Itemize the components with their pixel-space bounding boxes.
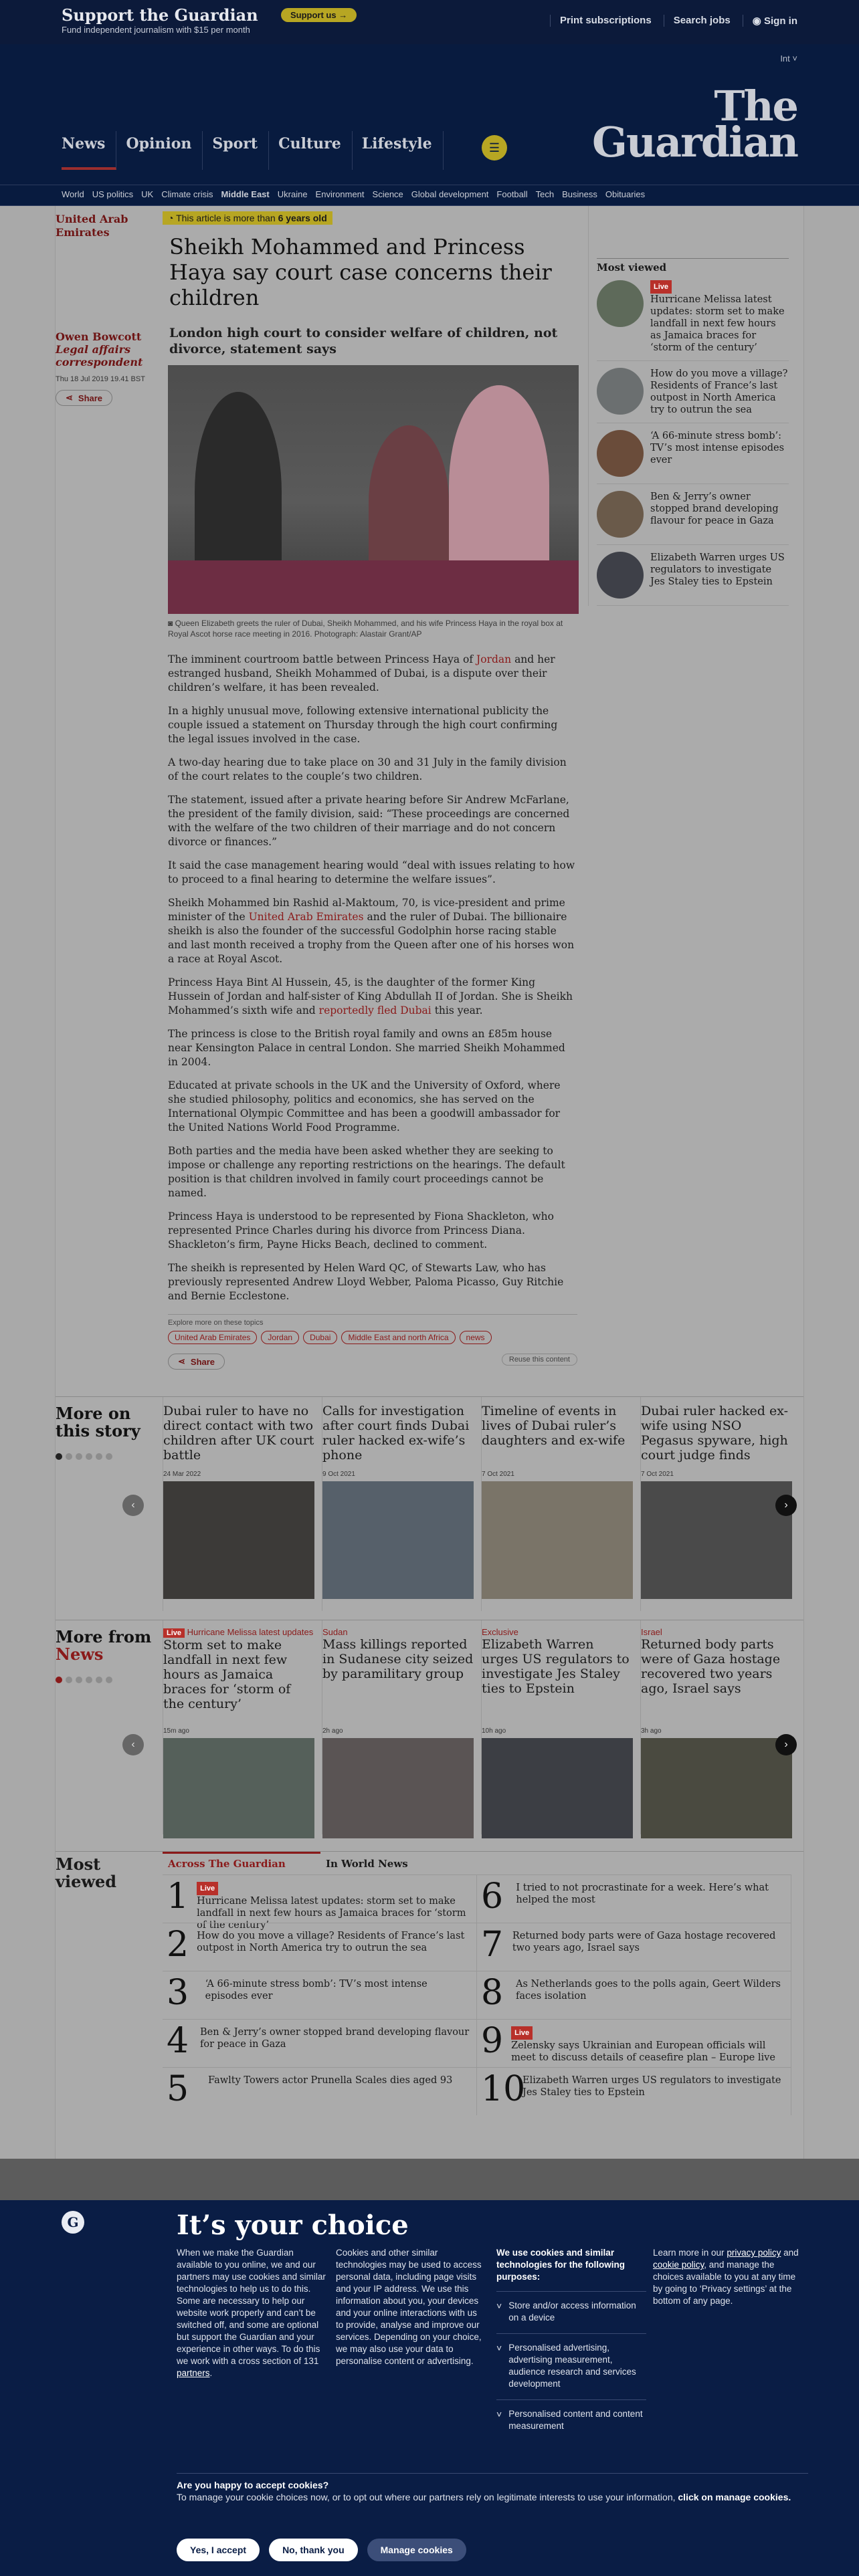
consent-col-4 <box>653 2247 803 2307</box>
question-text: To manage your cookie choices now, or to opt out where our partners rely on legitimate interests to use your information, <box>177 2492 678 2502</box>
topic-uae[interactable]: United Arab Emirates <box>168 1331 257 1344</box>
card-kicker: Israel <box>641 1627 662 1637</box>
more-on-this-story <box>56 1396 803 1620</box>
subnav-obituaries[interactable]: Obituaries <box>605 189 646 199</box>
rank-number: 5 <box>167 2069 189 2109</box>
subnav-football[interactable]: Football <box>496 189 528 199</box>
entry-headline: Returned body parts were of Gaza hostage recovered two years ago, Israel says <box>512 1931 776 1953</box>
edition-switcher[interactable] <box>780 53 797 64</box>
most-viewed-entry[interactable] <box>477 1874 791 1923</box>
paragraph-4: The statement, issued after a private hearing before Sir Andrew McFarlane, the president of the family division, said: “These proceedings are concerned with the welfare of the two children of their marriage and do not concern divorce or finances.” <box>168 794 570 848</box>
dot[interactable] <box>96 1677 102 1683</box>
entry-headline: Fawlty Towers actor Prunella Scales dies aged 93 <box>208 2075 453 2086</box>
most-viewed-grid <box>163 1874 791 2115</box>
author-name[interactable]: Owen Bowcott <box>56 330 142 343</box>
cookie-consent-banner <box>0 2200 859 2576</box>
card-image <box>641 1481 792 1599</box>
rank-number: 10 <box>481 2069 526 2109</box>
reject-button[interactable]: No, thank you <box>269 2539 358 2561</box>
consent-question <box>177 2473 808 2503</box>
thumbnail <box>597 280 644 327</box>
consent-purposes <box>496 2247 646 2442</box>
guardian-logo[interactable] <box>591 82 797 167</box>
carousel-prev-icon[interactable]: ‹ <box>122 1734 144 1755</box>
topic-dubai[interactable]: Dubai <box>303 1331 337 1344</box>
news-cards <box>163 1620 799 1834</box>
card-title: Dubai ruler to have no direct contact with two children after UK court battle <box>163 1404 314 1463</box>
heading-line2: viewed <box>56 1872 117 1891</box>
most-viewed-item[interactable] <box>597 484 789 545</box>
news-card[interactable] <box>163 1620 320 1834</box>
card-date: 9 Oct 2021 <box>322 1471 355 1478</box>
pillar-news[interactable]: News <box>62 131 116 170</box>
card-kicker: Hurricane Melissa latest updates <box>187 1627 314 1637</box>
onward-title-line2: this story <box>56 1421 140 1440</box>
entry-headline: Ben & Jerry’s owner stopped brand developing flavour for peace in Gaza <box>200 2027 470 2050</box>
most-viewed-entry[interactable] <box>163 2067 477 2115</box>
card-kicker: Sudan <box>322 1627 348 1637</box>
entry-headline: ‘A 66-minute stress bomb’: TV’s most intense episodes ever <box>205 1979 427 2002</box>
dot[interactable] <box>56 1453 62 1460</box>
uae-link[interactable]: United Arab Emirates <box>248 911 364 923</box>
onward-title-line1: More from <box>56 1627 152 1646</box>
card-image <box>482 1738 633 1838</box>
subnav-global-development[interactable]: Global development <box>411 189 489 199</box>
col4-text-a: Learn more in our <box>653 2248 727 2258</box>
logo-line-2: Guardian <box>591 118 797 167</box>
purposes-title: We use cookies and similar technologies for the following purposes: <box>496 2248 625 2282</box>
p7-end: this year. <box>431 1004 483 1016</box>
most-viewed-item[interactable] <box>597 361 789 423</box>
purpose-item[interactable] <box>496 2291 646 2333</box>
figure-princess <box>369 425 449 579</box>
chevron-down-icon: ˅ <box>496 2343 502 2353</box>
p6-end: and the ruler of Dubai. The billionaire sheikh is also the founder of the successful Godolphin horse racing stable and last month received a trophy from the Queen after one of his horses won a race at Royal Ascot. <box>168 911 575 965</box>
purpose-label: Store and/or access information on a device <box>508 2300 636 2323</box>
paragraph-5: It said the case management hearing would “deal with issues relating to how to proceed to a final hearing to determine the welfare issues”. <box>168 859 575 885</box>
purpose-item[interactable] <box>496 2333 646 2399</box>
dot[interactable] <box>86 1677 92 1683</box>
caption-text: Queen Elizabeth greets the ruler of Dubai, Sheikh Mohammed, and his wife Princess Haya in the royal box at Royal Ascot horse race meeting in 2016. Photograph: Alastair Grant/AP <box>168 619 563 639</box>
publish-date: Thu 18 Jul 2019 19.41 BST <box>56 375 145 383</box>
purpose-label: Personalised advertising, advertising measurement, audience research and services development <box>508 2343 636 2389</box>
most-viewed-heading <box>56 1856 156 1891</box>
story-card[interactable] <box>481 1397 639 1611</box>
paragraph-6 <box>168 896 577 966</box>
card-image <box>163 1738 314 1838</box>
entry-headline: As Netherlands goes to the polls again, Geert Wilders faces isolation <box>516 1979 781 2002</box>
masthead <box>0 44 859 185</box>
card-image <box>322 1738 474 1838</box>
news-card[interactable] <box>322 1620 480 1834</box>
support-banner <box>0 0 859 44</box>
most-viewed-sidebar <box>588 206 789 606</box>
most-viewed-headline: How do you move a village? Residents of France’s last outpost in North America try to outrun the sea <box>650 368 788 415</box>
support-subtitle: Fund independent journalism with $15 per month <box>62 25 250 35</box>
most-viewed-entry[interactable] <box>163 1874 477 1931</box>
search-jobs-link[interactable]: Search jobs <box>664 15 731 27</box>
subnav-tech[interactable]: Tech <box>535 189 555 199</box>
guardian-g-icon: G <box>62 2211 84 2234</box>
article <box>56 206 803 1396</box>
rank-number: 7 <box>481 1925 504 1965</box>
news-card[interactable] <box>640 1620 798 1834</box>
live-badge: Live <box>650 280 672 294</box>
onward-title-line1: More on <box>56 1404 131 1423</box>
question-title: Are you happy to accept cookies? <box>177 2480 329 2490</box>
thumbnail <box>597 430 644 477</box>
onward-title-line2: News <box>56 1644 104 1664</box>
pillar-opinion[interactable]: Opinion <box>126 131 203 170</box>
dot[interactable] <box>66 1677 72 1683</box>
share-button-bottom[interactable] <box>168 1354 225 1370</box>
paragraph-12: The sheikh is represented by Helen Ward QC, of Stewarts Law, who has previously represented Andrew Lloyd Webber, Paloma Picasso, Guy Ritchie and Bernie Ecclestone. <box>168 1262 564 1302</box>
sub-nav <box>0 185 859 206</box>
top-links <box>550 15 797 27</box>
p1-end: and her estranged husband, Sheikh Mohammed of Dubai, is a dispute over their children’s welfare, it has been revealed. <box>168 653 555 693</box>
accept-button[interactable]: Yes, I accept <box>177 2539 260 2561</box>
content-wrapper <box>55 206 804 2159</box>
story-card[interactable] <box>163 1397 320 1611</box>
onward-title <box>56 1405 156 1440</box>
most-viewed-entry[interactable] <box>477 1971 791 2019</box>
tab-in-world-news[interactable]: In World News <box>326 1858 408 1870</box>
rank-number: 8 <box>481 1973 504 2013</box>
article-standfirst: London high court to consider welfare of children, not divorce, statement says <box>169 326 558 356</box>
topics-list <box>168 1331 577 1344</box>
paragraph-11: Princess Haya is understood to be represented by Fiona Shackleton, who represented Prince Charles during his divorce from Princess Diana. Shackleton’s firm, Payne Hicks Beach, declined to comment. <box>168 1210 554 1251</box>
tab-across-guardian[interactable]: Across The Guardian <box>163 1852 320 1874</box>
share-button[interactable] <box>56 390 112 406</box>
dot[interactable] <box>76 1677 82 1683</box>
most-viewed-item[interactable] <box>597 545 789 606</box>
card-image <box>641 1738 792 1838</box>
p6-start: Sheikh Mohammed bin Rashid al-Maktoum, 70, is vice-president and prime minister of the <box>168 897 565 923</box>
logo-line-1: The <box>714 82 797 130</box>
paragraph-10: Both parties and the media have been asked whether they are seeking to impose or challenge any reporting restrictions on the hearings. The default position is that children involved in family court proceedings cannot be named. <box>168 1145 565 1199</box>
age-warning-text: This article is more than <box>176 213 278 223</box>
more-from-news <box>56 1620 803 1851</box>
most-viewed-headline: Hurricane Melissa latest updates: storm set to make landfall in next few hours as Jamaica braces for ‘storm of the century’ <box>650 294 785 353</box>
chevron-down-icon: ˅ <box>792 53 797 64</box>
card-date: 7 Oct 2021 <box>482 1471 514 1478</box>
entry-headline: Elizabeth Warren urges US regulators to investigate Jes Staley ties to Epstein <box>522 2075 781 2098</box>
dot[interactable] <box>66 1453 72 1460</box>
figure-queen <box>449 385 549 586</box>
clock-icon: ◔ <box>168 213 177 223</box>
share-icon: ⋖ <box>66 393 73 403</box>
page <box>0 206 859 2159</box>
manage-cookies-link[interactable]: click on manage cookies. <box>678 2492 791 2502</box>
card-image <box>322 1481 474 1599</box>
heading-line1: Most <box>56 1854 101 1874</box>
fled-dubai-link[interactable]: reportedly fled Dubai <box>318 1004 432 1016</box>
thumbnail <box>597 491 644 538</box>
news-card[interactable] <box>481 1620 639 1834</box>
subnav-ukraine[interactable]: Ukraine <box>277 189 308 199</box>
pillar-culture[interactable]: Culture <box>278 131 353 170</box>
dot[interactable] <box>106 1677 112 1683</box>
thumbnail <box>597 552 644 599</box>
dot[interactable] <box>106 1453 112 1460</box>
p1-start: The imminent courtroom battle between Princess Haya of <box>168 653 477 665</box>
paragraph-3: A two-day hearing due to take place on 30 and 31 July in the family division of the court relates to the couple’s two children. <box>168 756 567 782</box>
card-title: Mass killings reported in Sudanese city seized by paramilitary group <box>322 1637 474 1681</box>
entry-headline: I tried to not procrastinate for a week. Here’s what helped the most <box>516 1883 769 1905</box>
entry-headline: How do you move a village? Residents of France’s last outpost in North America try to outrun the sea <box>197 1931 465 1953</box>
article-body <box>163 653 577 1303</box>
rank-number: 2 <box>167 1925 189 1965</box>
most-viewed-item[interactable] <box>597 423 789 484</box>
card-date: 2h ago <box>322 1727 343 1735</box>
card-title: Calls for investigation after court finds Dubai ruler hacked ex-wife’s phone <box>322 1404 470 1463</box>
camera-icon: ◙ <box>168 619 175 628</box>
card-image <box>163 1481 314 1599</box>
p7-start: Princess Haya Bint Al Hussein, 45, is the daughter of the former King Hussein of Jordan and half-sister of King Abdullah II of Jordan. She is Sheikh Mohammed’s sixth wife and <box>168 976 573 1016</box>
most-viewed-item[interactable] <box>597 274 789 361</box>
purpose-label: Personalised content and content measurement <box>508 2409 643 2431</box>
reuse-content-button[interactable]: Reuse this content <box>502 1354 577 1366</box>
purpose-item[interactable] <box>496 2399 646 2442</box>
most-viewed-entry[interactable] <box>163 1971 477 2019</box>
partners-link[interactable]: partners <box>177 2368 210 2378</box>
subnav-climate-crisis[interactable]: Climate crisis <box>161 189 213 199</box>
most-viewed-entry[interactable] <box>477 2067 791 2115</box>
cookie-policy-link[interactable]: cookie policy <box>653 2260 704 2270</box>
most-viewed-title: Most viewed <box>597 258 789 274</box>
card-date: 7 Oct 2021 <box>641 1471 674 1478</box>
consent-col-1: When we make the Guardian available to you online, we and our partners may use cookies and similar technologies to help us to do this. Some are necessary to help our website work properly and can’t be switched off, and some are optional but support the Guardian and your experience in other ways. To do this we work with a cross section of 131 partners. <box>177 2248 326 2378</box>
subnav-us-politics[interactable]: US politics <box>92 189 134 199</box>
topic-mena[interactable]: Middle East and north Africa <box>341 1331 455 1344</box>
most-viewed-entry[interactable] <box>477 2019 791 2067</box>
most-viewed-entry[interactable] <box>163 2019 477 2067</box>
most-viewed-headline: ‘A 66-minute stress bomb’: TV’s most intense episodes ever <box>650 431 785 465</box>
subnav-environment[interactable]: Environment <box>315 189 365 199</box>
paragraph-8: The princess is close to the British royal family and owns an £85m house near Kensington Palace in central London. She married Sheikh Mohammed in 2004. <box>168 1028 565 1068</box>
most-viewed-section <box>56 1851 803 2159</box>
subnav-world[interactable]: World <box>62 189 84 199</box>
live-badge: Live <box>197 1882 218 1895</box>
rank-number: 4 <box>167 2021 189 2061</box>
card-date: 24 Mar 2022 <box>163 1471 201 1478</box>
col4-text-c: , and manage the choices available to you at any time by going to ‘Privacy settings’ at the bottom of any page. <box>653 2260 796 2306</box>
dot[interactable] <box>96 1453 102 1460</box>
card-title: Timeline of events in lives of Dubai ruler’s daughters and ex-wife <box>482 1404 626 1448</box>
story-cards <box>163 1397 799 1611</box>
card-date: 3h ago <box>641 1727 662 1735</box>
topic-news[interactable]: news <box>460 1331 492 1344</box>
thumbnail <box>597 368 644 415</box>
rank-number: 1 <box>167 1876 189 1917</box>
card-title: Storm set to make landfall in next few hours as Jamaica braces for ‘storm of the century’ <box>163 1638 291 1711</box>
article-main <box>163 206 577 1380</box>
section-tag[interactable]: United Arab Emirates <box>56 213 128 239</box>
card-image <box>482 1481 633 1599</box>
paragraph-7 <box>168 976 577 1018</box>
age-warning <box>163 211 332 225</box>
card-title: Returned body parts were of Gaza hostage recovered two years ago, Israel says <box>641 1637 781 1696</box>
chevron-down-icon: ˅ <box>496 2300 502 2311</box>
privacy-policy-link[interactable]: privacy policy <box>727 2248 781 2258</box>
dot[interactable] <box>56 1677 62 1683</box>
dot[interactable] <box>76 1453 82 1460</box>
author-role: Legal affairs correspondent <box>56 343 143 368</box>
menu-icon[interactable]: ☰ <box>482 135 507 160</box>
live-badge: Live <box>511 2026 533 2040</box>
story-card[interactable] <box>640 1397 798 1611</box>
edition-label: Int <box>780 53 790 64</box>
subnav-science[interactable]: Science <box>372 189 403 199</box>
live-badge: Live <box>163 1628 185 1638</box>
print-subscriptions-link[interactable]: Print subscriptions <box>550 15 652 27</box>
card-title: Elizabeth Warren urges US regulators to investigate Jes Staley ties to Epstein <box>482 1637 630 1696</box>
subnav-uk[interactable]: UK <box>141 189 154 199</box>
most-viewed-tabs <box>163 1852 478 1874</box>
hero-image <box>168 365 579 614</box>
most-viewed-headline: Elizabeth Warren urges US regulators to investigate Jes Staley ties to Epstein <box>650 552 785 587</box>
chevron-down-icon: ˅ <box>496 2409 502 2420</box>
topic-jordan[interactable]: Jordan <box>261 1331 299 1344</box>
col4-text-b: and <box>781 2248 799 2258</box>
carousel-next-icon[interactable]: › <box>775 1734 797 1755</box>
manage-cookies-button[interactable]: Manage cookies <box>367 2539 466 2561</box>
card-kicker: Exclusive <box>482 1627 518 1637</box>
most-viewed-entry[interactable] <box>163 1923 477 1971</box>
share-icon: ⋖ <box>178 1356 185 1366</box>
card-title: Dubai ruler hacked ex-wife using NSO Pegasus spyware, high court judge finds <box>641 1404 789 1463</box>
user-icon: ◉ <box>752 15 764 27</box>
consent-col-2: Cookies and other similar technologies may be used to access personal data, including page visits and your IP address. We use this information about you, your devices and your online interactions with us to provide, analyse and improve our services. Depending on your choice, we may also use your data to personalise content or advertising. <box>336 2248 482 2366</box>
age-warning-strong: 6 years old <box>278 213 327 223</box>
card-date: 10h ago <box>482 1727 506 1735</box>
consent-col1-text: When we make the Guardian available to you online, we and our partners may use cookies and similar technologies to help us to do this. Some are necessary to help our website work properly and can’t be switched off, and some are optional but support the Guardian and your experience in other ways. To do this we work with a cross section of 131 <box>177 2248 326 2366</box>
article-headline: Sheikh Mohammed and Princess Haya say court case concerns their children <box>169 234 552 310</box>
pillar-lifestyle[interactable]: Lifestyle <box>362 131 444 170</box>
carousel-prev-icon[interactable]: ‹ <box>122 1495 144 1516</box>
onward-title <box>56 1628 156 1663</box>
support-title: Support the Guardian <box>62 5 258 25</box>
card-date: 15m ago <box>163 1727 189 1735</box>
article-footer <box>168 1354 577 1380</box>
rank-number: 3 <box>167 1973 189 2013</box>
consent-buttons <box>177 2539 466 2561</box>
image-caption <box>168 618 576 639</box>
most-viewed-entry[interactable] <box>477 1923 791 1971</box>
most-viewed-headline: Ben & Jerry’s owner stopped brand developing flavour for peace in Gaza <box>650 492 779 526</box>
carousel-next-icon[interactable]: › <box>775 1495 797 1516</box>
paragraph-9: Educated at private schools in the UK and the University of Oxford, where she studied philosophy, politics and economics, she has served on the International Olympic Committee and has been a goodwill ambassador for the United Nations World Food Programme. <box>168 1079 561 1134</box>
share-label: Share <box>78 393 103 403</box>
flowers <box>168 560 579 614</box>
paragraph-1 <box>168 653 577 695</box>
jordan-link[interactable]: Jordan <box>476 653 512 665</box>
topics-label: Explore more on these topics <box>168 1314 577 1327</box>
subnav-middle-east[interactable]: Middle East <box>221 189 270 199</box>
pillar-nav <box>62 131 453 170</box>
article-meta <box>56 206 160 406</box>
paragraph-2: In a highly unusual move, following extensive international publicity the couple issued a statement on Thursday through the high court confirming the legal issues involved in the case. <box>168 705 558 745</box>
share-label: Share <box>190 1356 215 1367</box>
sign-in-link[interactable]: ◉ Sign in <box>743 15 797 27</box>
dot[interactable] <box>86 1453 92 1460</box>
support-us-button[interactable]: Support us → <box>281 8 357 22</box>
carousel-dots <box>56 1453 112 1460</box>
subnav-business[interactable]: Business <box>562 189 597 199</box>
entry-headline: Hurricane Melissa latest updates: storm set to make landfall in next few hours as Jamaica braces for ‘storm of the century’ <box>197 1896 466 1931</box>
story-card[interactable] <box>322 1397 480 1611</box>
rank-number: 9 <box>481 2021 504 2061</box>
pillar-sport[interactable]: Sport <box>212 131 269 170</box>
rank-number: 6 <box>481 1876 504 1917</box>
consent-title: It’s your choice <box>177 2210 409 2241</box>
carousel-dots <box>56 1677 112 1683</box>
entry-headline: Zelensky says Ukrainian and European officials will meet to discuss details of ceasefire plan – Europe live <box>511 2040 775 2063</box>
